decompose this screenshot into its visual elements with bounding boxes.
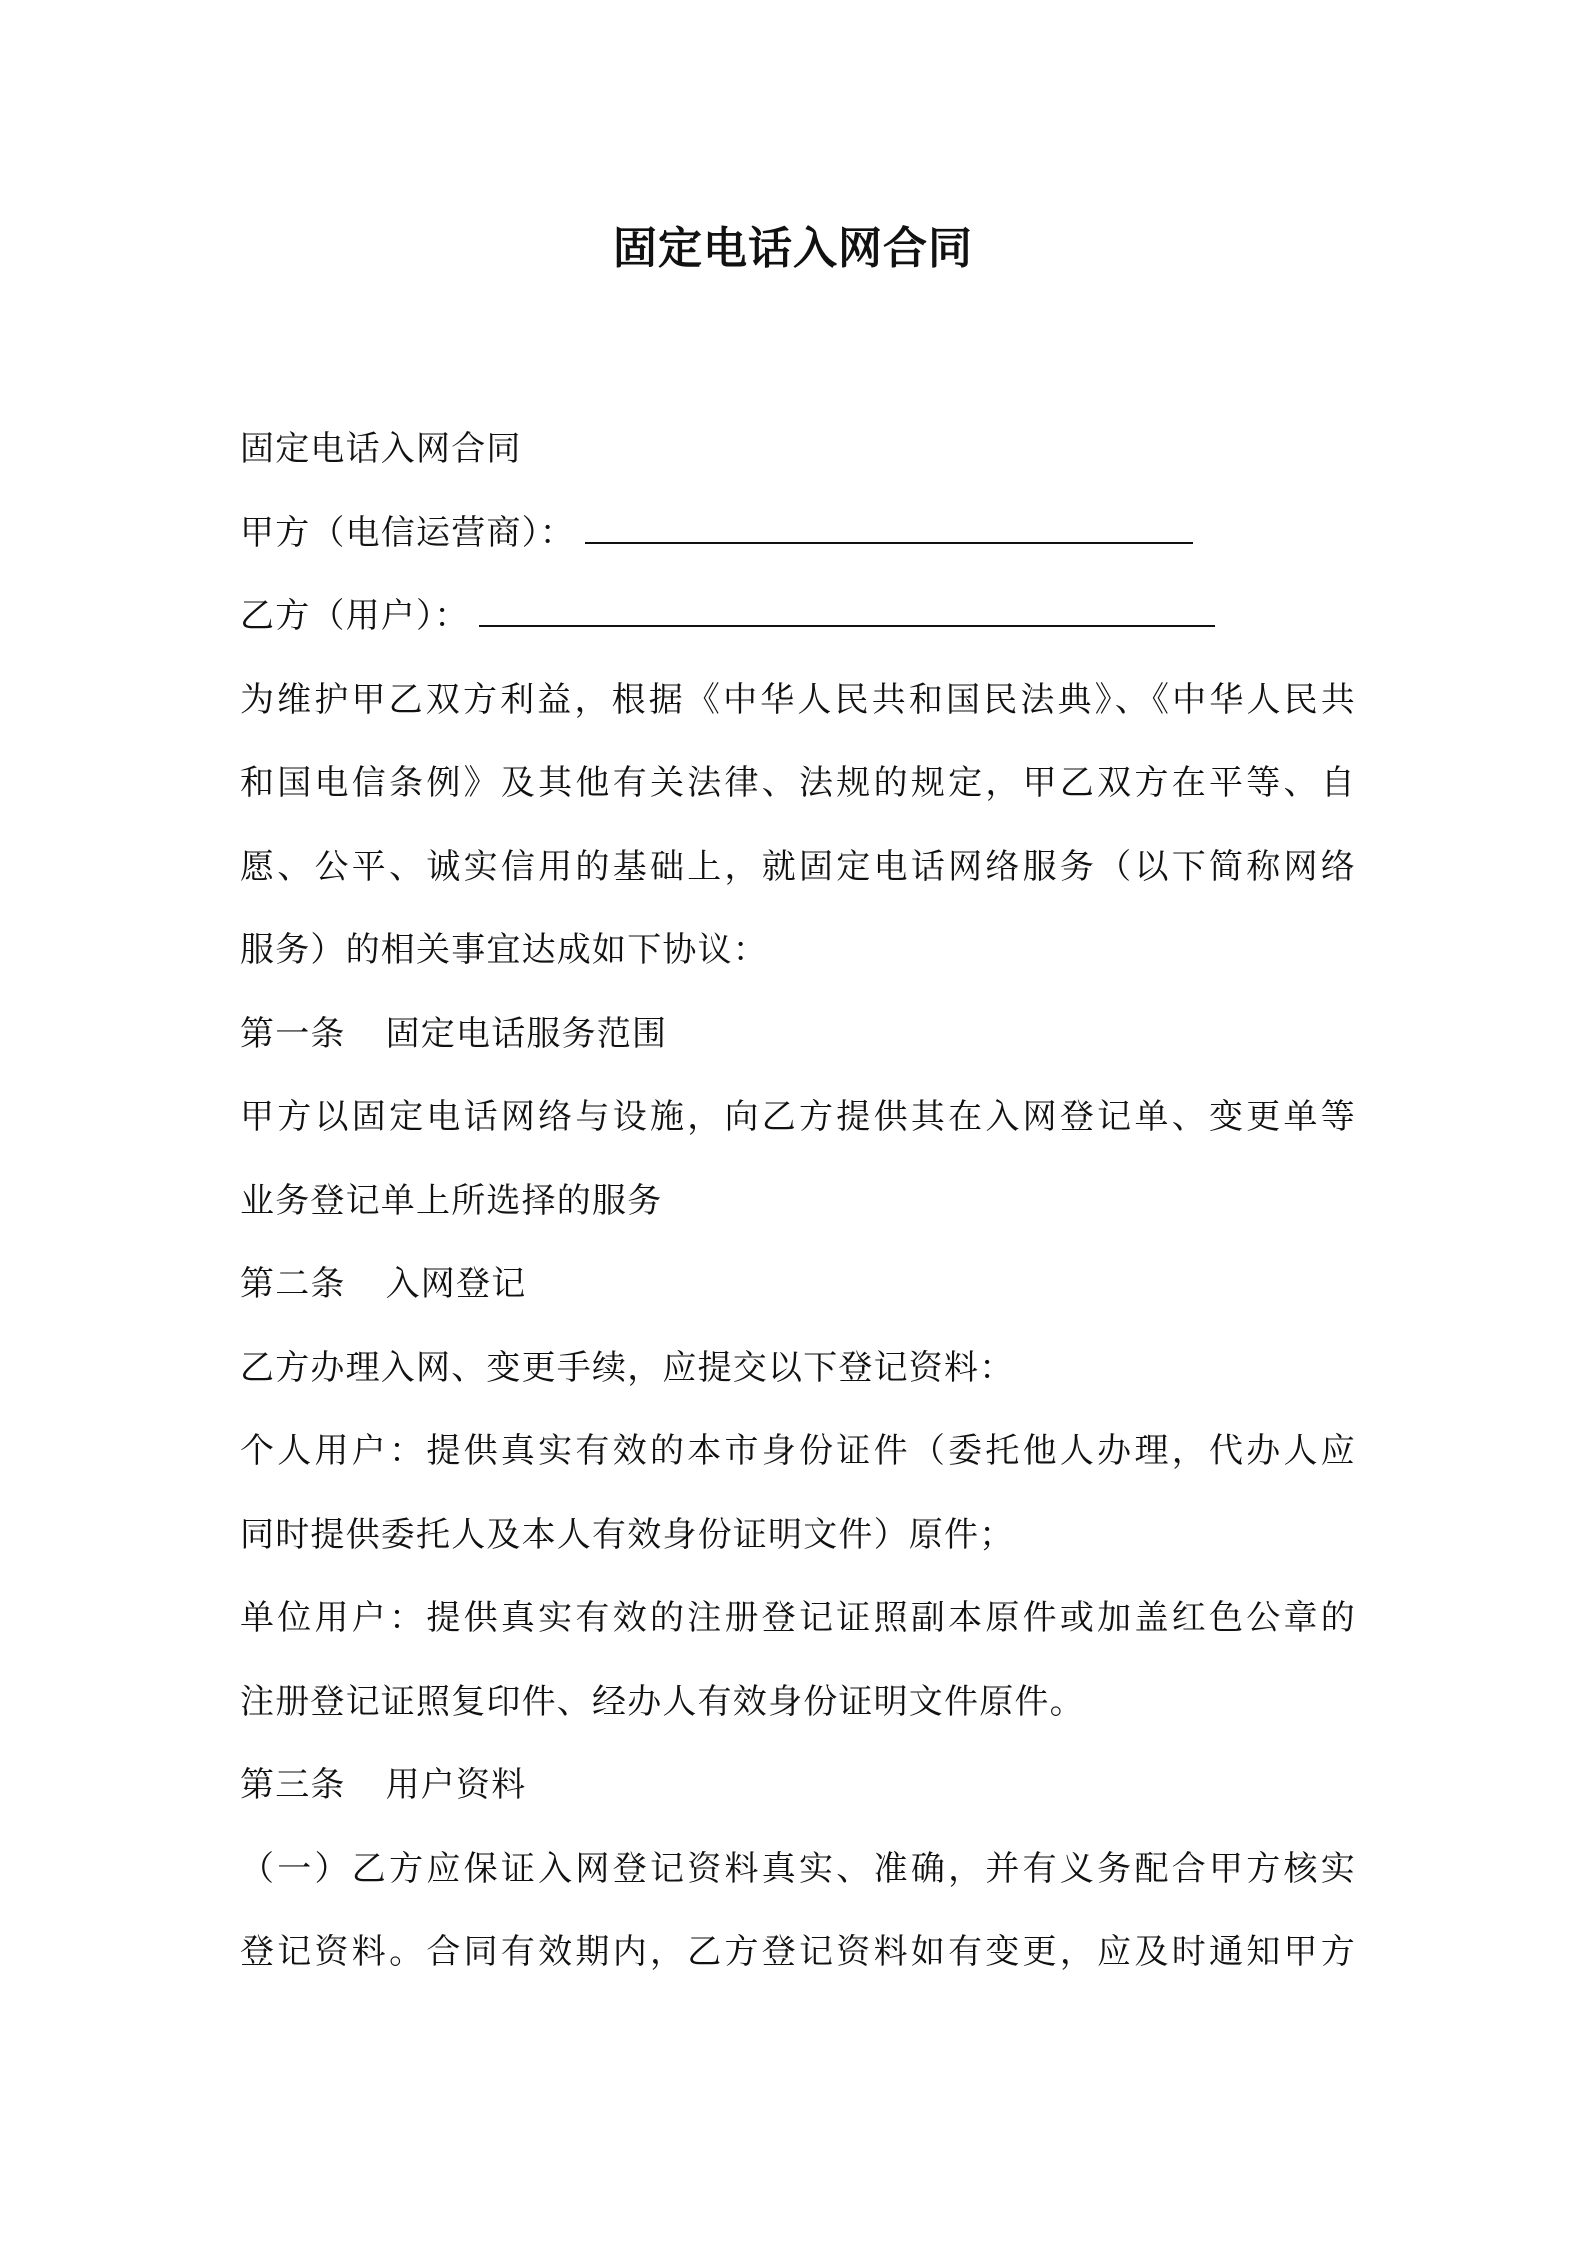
party-b-line: [240, 575, 1356, 659]
preamble-line: 为维护甲乙双方利益，根据《中华人民共和国民法典》、《中华人民共: [240, 679, 1356, 720]
article-2-intro: 乙方办理入网、变更手续，应提交以下登记资料：: [240, 1347, 1015, 1388]
article-2-title: 入网登记: [385, 1264, 527, 1304]
document-body: [240, 408, 1356, 1995]
preamble-line: 服务）的相关事宜达成如下协议：: [240, 930, 768, 970]
company-user-line: 单位用户：提供真实有效的注册登记证照副本原件或加盖红色公章的: [240, 1598, 1356, 1638]
party-b-blank: [479, 591, 1215, 627]
article-3-title: 用户资料: [385, 1765, 527, 1805]
party-a-line: [240, 492, 1356, 576]
article-3-line: 登记资料。合同有效期内，乙方登记资料如有变更，应及时通知甲方: [240, 1932, 1356, 1972]
preamble-line: 和国电信条例》及其他有关法律、法规的规定，甲乙双方在平等、自: [240, 763, 1356, 803]
preamble-line: 愿、公平、诚实信用的基础上，就固定电话网络服务（以下简称网络: [240, 846, 1356, 887]
personal-user-line: 同时提供委托人及本人有效身份证明文件）原件；: [240, 1514, 1015, 1555]
article-2-number: 第二条: [240, 1264, 346, 1304]
party-a-blank: [585, 508, 1193, 544]
company-user-line: 注册登记证照复印件、经办人有效身份证明文件原件。: [240, 1681, 1085, 1722]
article-1-line: 甲方以固定电话网络与设施，向乙方提供其在入网登记单、变更单等: [240, 1097, 1356, 1137]
article-1-number: 第一条: [240, 1013, 346, 1054]
article-2-heading: [240, 1243, 1356, 1327]
article-3-line: （一）乙方应保证入网登记资料真实、准确，并有义务配合甲方核实: [240, 1848, 1356, 1889]
personal-user-line: 个人用户：提供真实有效的本市身份证件（委托他人办理，代办人应: [240, 1431, 1356, 1471]
article-1-heading: [240, 993, 1356, 1077]
party-b-label: 乙方（用户）：: [240, 596, 470, 636]
document-title: 固定电话入网合同: [613, 223, 973, 274]
article-1-title: 固定电话服务范围: [385, 1013, 668, 1054]
contract-subtitle: 固定电话入网合同: [240, 429, 522, 469]
party-a-label: 甲方（电信运营商）：: [240, 512, 575, 553]
article-3-number: 第三条: [240, 1765, 346, 1805]
article-1-line: 业务登记单上所选择的服务: [240, 1180, 663, 1221]
article-3-heading: [240, 1744, 1356, 1828]
